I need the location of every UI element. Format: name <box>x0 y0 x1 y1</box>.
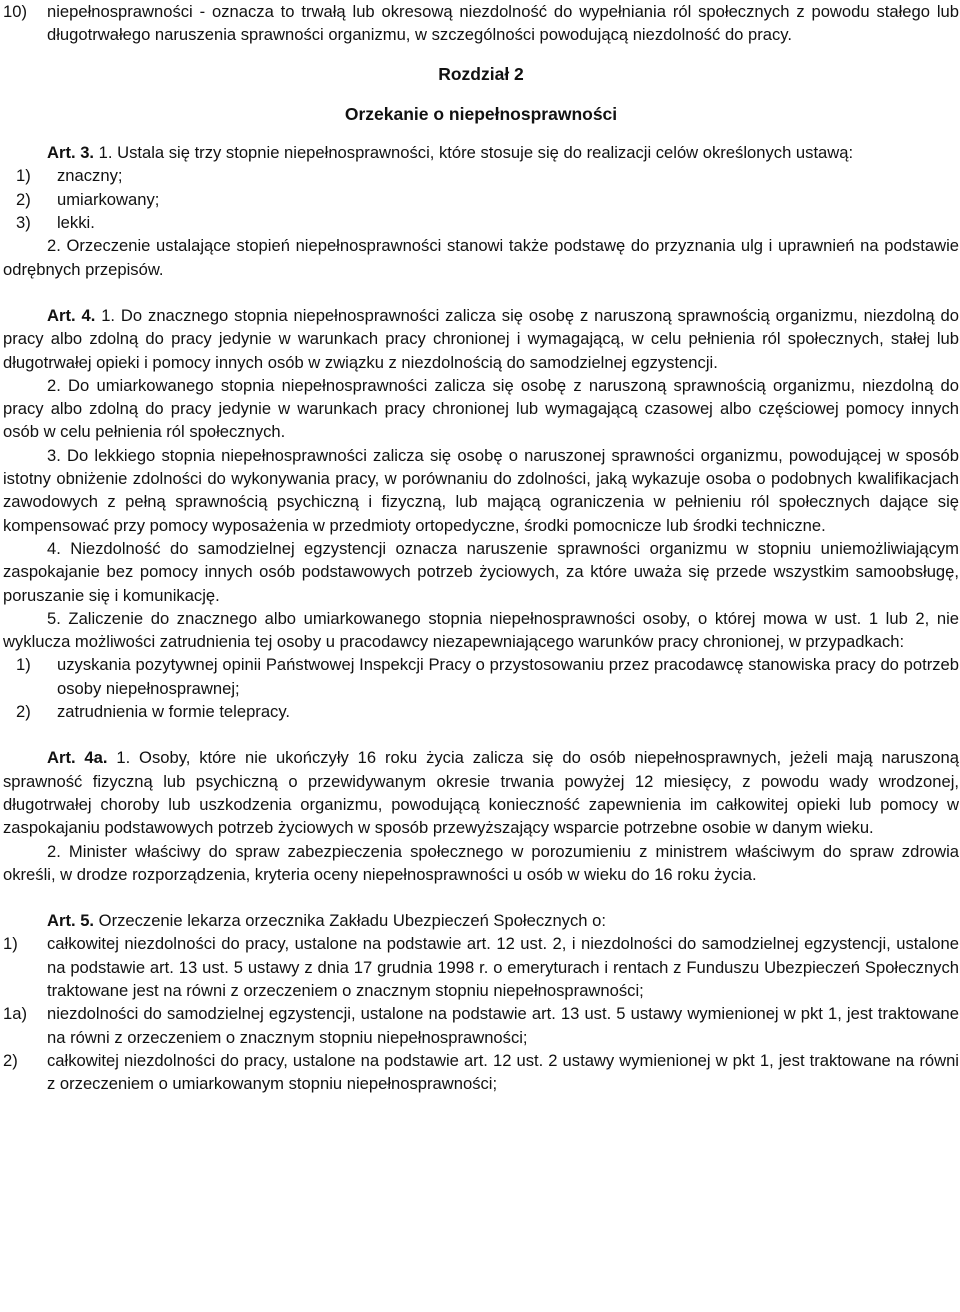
art5-list <box>3 932 959 1095</box>
art5-p1-text: Orzeczenie lekarza orzecznika Zakładu Ubezpieczeń Społecznych o: <box>98 911 606 931</box>
list-item-text: całkowitej niezdolności do pracy, ustalone na podstawie art. 12 ust. 2, i niezdolności do samodzielnej egzystencji, ustalone na podstawie art. 13 ust. 5 ustawy z dnia 17 grudnia 1998 r. o emeryturach i rentach z Funduszu Ubezpieczeń Społecznych traktowane jest na równi z orzeczeniem o znacznym stopniu niepełnosprawności; <box>47 934 959 1000</box>
list-item-number: 3) <box>16 213 31 233</box>
list-item-number: 1) <box>16 655 31 675</box>
list-item <box>16 164 959 187</box>
definition-number: 10) <box>3 2 27 21</box>
list-item <box>16 188 959 211</box>
list-item-number: 1) <box>3 934 18 954</box>
art4-paragraph-3: 3. Do lekkiego stopnia niepełnosprawności zalicza się osobę o naruszonej sprawności organizmu, powodującej w sposób istotny obniżenie zdolności do wykonywania pracy, w porównaniu do zdolności, jaką wykazuje osoba o podobnych kwalifikacjach zawodowych z pełną sprawnością psychiczną i fizyczną, lub mającą ograniczenia w pełnieniu ról społecznych dające się kompensować przy pomocy wyposażenia w przedmioty ortopedyczne, środki pomocnicze lub środki techniczne. <box>3 445 959 535</box>
list-item-text: niezdolności do samodzielnej egzystencji, ustalone na podstawie art. 13 ust. 5 ustawy wymienionej w pkt 1, jest traktowane na równi z orzeczeniem o znacznym stopniu niepełnosprawności; <box>47 1004 959 1047</box>
art4-p1-text: 1. Do znacznego stopnia niepełnosprawności zalicza się osobę z naruszoną sprawnością organizmu, niezdolną do pracy albo zdolną do pracy jedynie w warunkach pracy chronionej i wymagającą, w celu pełnienia ról społecznych, stałej lub długotrwałej opieki i pomocy innych osób w związku z niezdolnością do samodzielnej egzystencji. <box>3 305 960 372</box>
list-item-number: 1a) <box>3 1004 27 1024</box>
list-item <box>16 653 959 700</box>
art4-paragraph-4: 4. Niezdolność do samodzielnej egzystencji oznacza naruszenie sprawności organizmu w stopniu uniemożliwiającym zaspokajanie bez pomocy innych osób podstawowych potrzeb życiowych, za które uważa się przede wszystkim samoobsługę, poruszanie się i komunikację. <box>3 538 959 605</box>
list-item-text: zatrudnienia w formie telepracy. <box>57 702 291 722</box>
list-item-number: 2) <box>3 1050 18 1070</box>
art5-label: Art. 5. <box>47 911 95 931</box>
art4a-p1-text: 1. Osoby, które nie ukończyły 16 roku życia zalicza się do osób niepełnosprawnych, jeżeli mają naruszoną sprawność fizyczną lub psychiczną o przewidywanym okresie trwania powyżej 12 miesięcy, z powodu wady wrodzonej, długotrwałej choroby lub uszkodzenia organizmu, powodującą konieczność zapewnienia im całkowitej opieki lub pomocy w zaspokajaniu podstawowych potrzeb życiowych w sposób przewyższający wsparcie potrzebne osobie w danym wieku. <box>3 748 959 838</box>
art3-paragraph-1 <box>3 141 959 164</box>
definition-text: niepełnosprawności - oznacza to trwałą lub okresową niezdolność do wypełniania ról społecznych z powodu stałego lub długotrwałego naruszenia sprawności organizmu, w szczególności powodującą niezdolność do pracy. <box>47 2 959 45</box>
art3-p1-text: 1. Ustala się trzy stopnie niepełnosprawności, które stosuje się do realizacji celów określonych ustawą: <box>98 143 854 163</box>
spacer <box>3 886 959 909</box>
list-item-text: uzyskania pozytywnej opinii Państwowej Inspekcji Pracy o przystosowaniu przez pracodawcę stanowiska pracy do potrzeb osoby niepełnosprawnej; <box>57 655 959 698</box>
art5-paragraph-1 <box>3 909 959 932</box>
list-item-text: znaczny; <box>57 166 123 186</box>
art4-label: Art. 4. <box>47 305 96 325</box>
list-item <box>16 700 959 723</box>
spacer <box>3 723 959 746</box>
list-item <box>16 211 959 234</box>
art4-paragraph-5: 5. Zaliczenie do znacznego albo umiarkowanego stopnia niepełnosprawności osoby, o której mowa w ust. 1 lub 2, nie wyklucza możliwości zatrudnienia tej osoby u pracodawcy niezapewniającego warunków pracy chronionej, w przypadkach: <box>3 608 959 652</box>
art4-paragraph-1 <box>3 304 959 374</box>
chapter-title: Rozdział 2 <box>438 63 524 84</box>
document-page <box>3 0 959 1095</box>
list-item-number: 2) <box>16 189 31 209</box>
definition-item-10 <box>3 0 959 47</box>
art3-label: Art. 3. <box>47 143 95 163</box>
art3-list <box>3 164 959 234</box>
list-item-number: 2) <box>16 702 31 722</box>
spacer <box>3 281 959 304</box>
list-item-text: lekki. <box>57 213 95 233</box>
list-item <box>3 1049 959 1096</box>
art3-paragraph-2: 2. Orzeczenie ustalające stopień niepełnosprawności stanowi także podstawę do przyznania ulg i uprawnień na podstawie odrębnych przepisów. <box>3 236 959 279</box>
list-item-number: 1) <box>16 166 31 186</box>
chapter-subtitle: Orzekanie o niepełnosprawności <box>344 103 618 124</box>
art4a-paragraph-2: 2. Minister właściwy do spraw zabezpieczenia społecznego w porozumieniu z ministrem właściwym do spraw zdrowia określi, w drodze rozporządzenia, kryteria oceny niepełnosprawności u osób w wieku do 16 roku życia. <box>3 841 959 884</box>
list-item-text: całkowitej niezdolności do pracy, ustalone na podstawie art. 12 ust. 2 ustawy wymienionej w pkt 1, jest traktowane na równi z orzeczeniem o umiarkowanym stopniu niepełnosprawności; <box>47 1050 959 1094</box>
art4-list <box>3 653 959 723</box>
art4-paragraph-2: 2. Do umiarkowanego stopnia niepełnosprawności zalicza się osobę z naruszoną sprawnością organizmu, niezdolną do pracy albo zdolną do pracy jedynie w warunkach pracy chronionej lub wymagającą czasowej albo częściowej pomocy innych osób w celu pełnienia ról społecznych. <box>3 375 959 442</box>
list-item <box>3 1002 959 1049</box>
art4a-label: Art. 4a. <box>47 748 108 768</box>
list-item <box>3 932 959 1002</box>
list-item-text: umiarkowany; <box>57 189 160 209</box>
art4a-paragraph-1 <box>3 746 959 839</box>
